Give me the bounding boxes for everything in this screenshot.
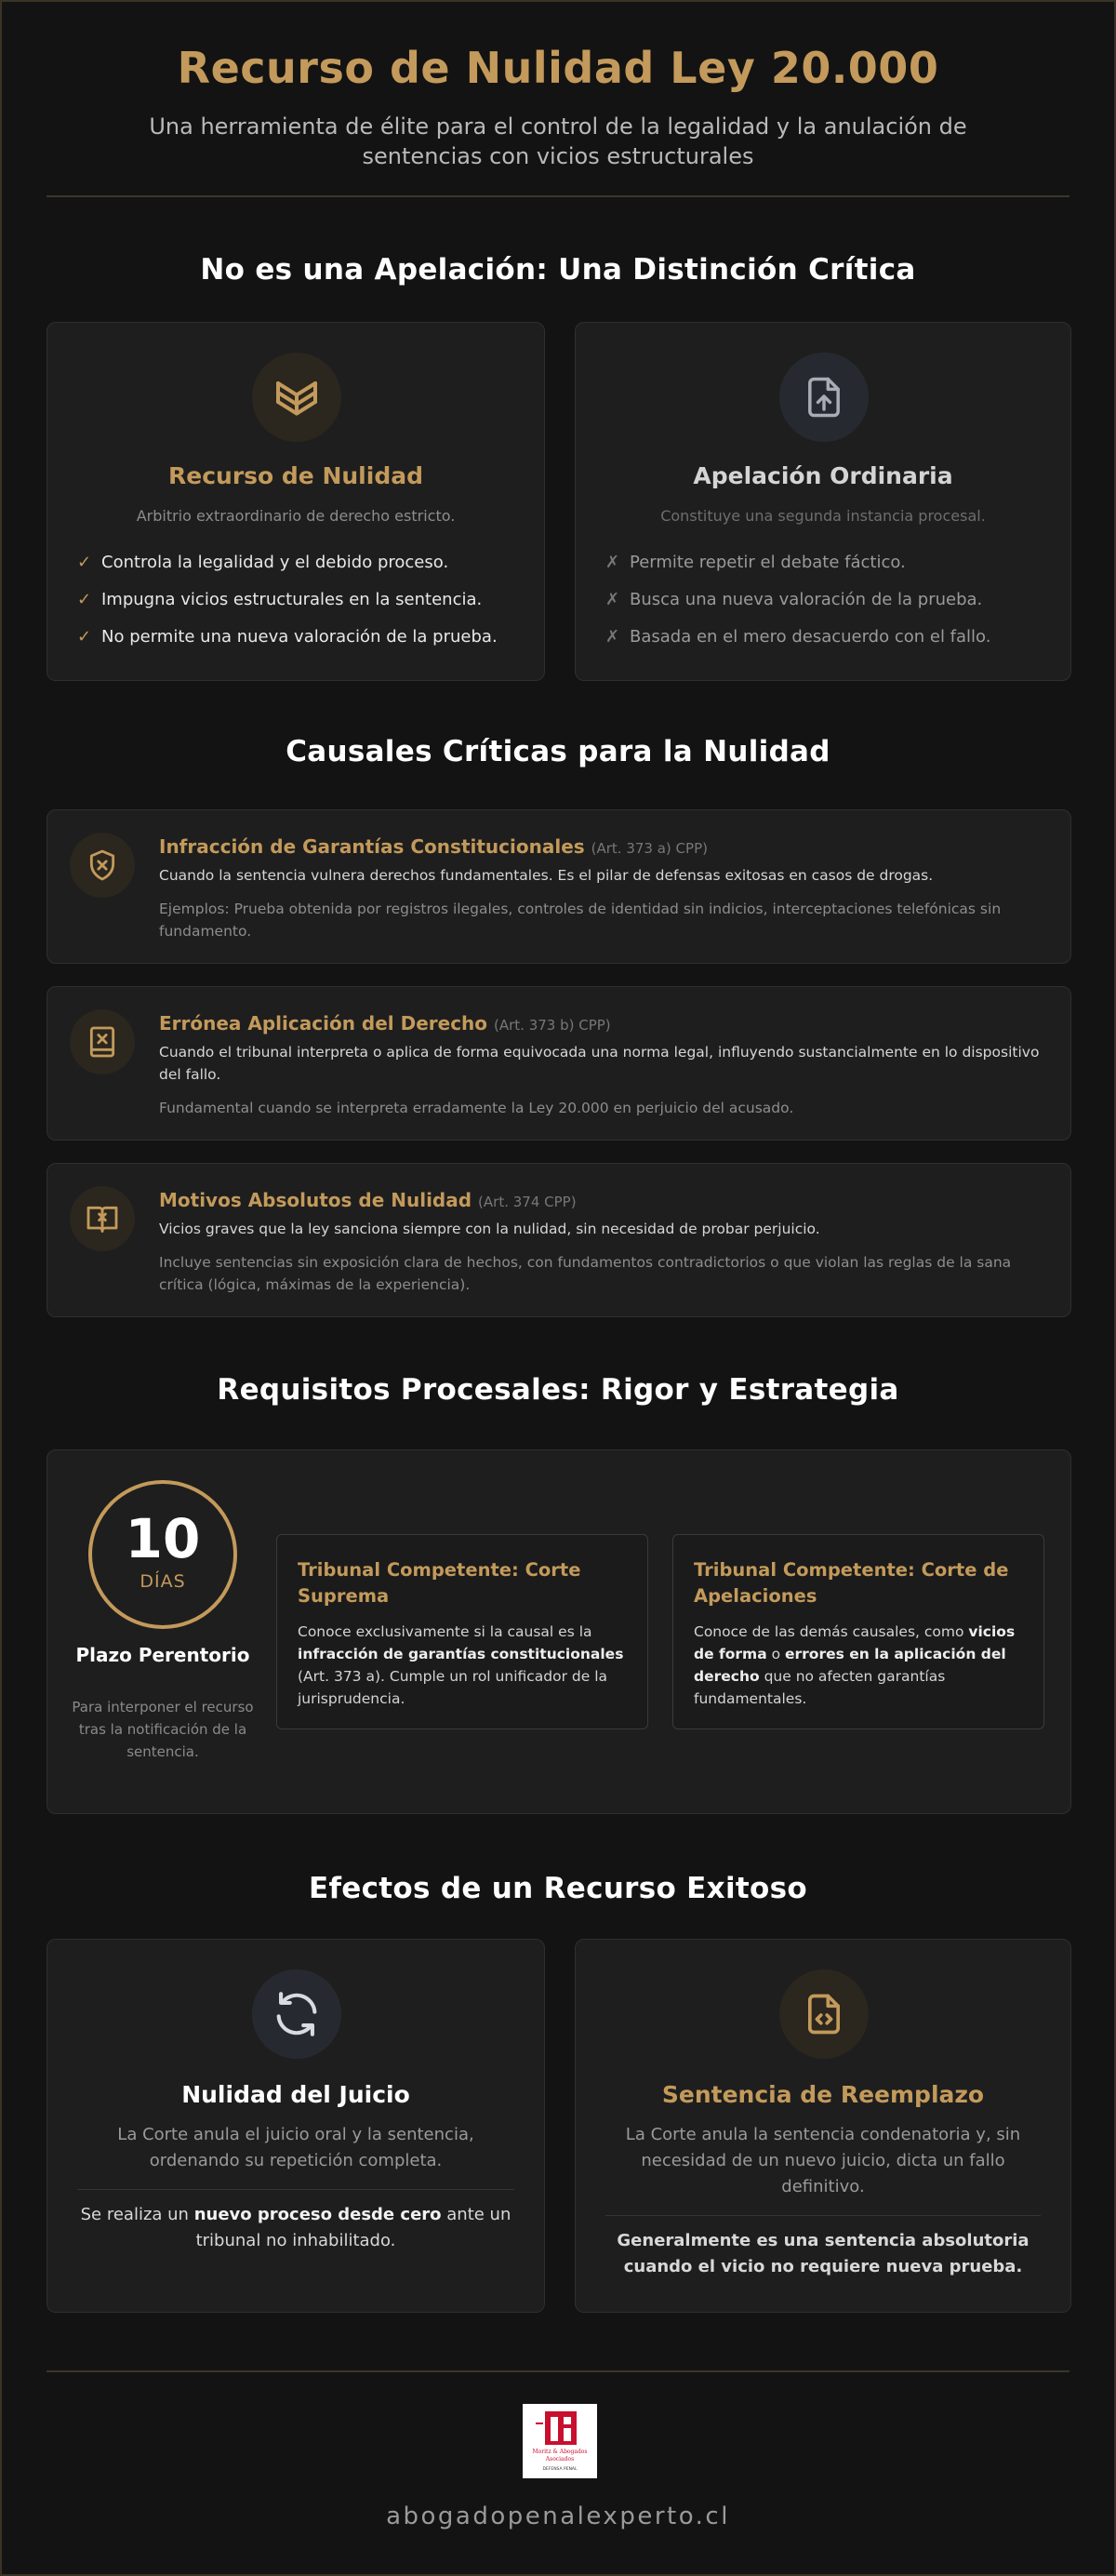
causal-example: Fundamental cuando se interpreta erradamente la Ley 20.000 en perjuicio del acusado. <box>159 1100 794 1116</box>
causal-description: Vicios graves que la ley sanciona siempre con la nulidad, sin necesidad de probar perjuicio. <box>159 1221 820 1237</box>
effect-title: Nulidad del Juicio <box>181 2081 410 2108</box>
tribunal-apelaciones-card <box>672 1534 1044 1729</box>
list-item: ✓ Controla la legalidad y el debido proceso. <box>77 552 498 589</box>
list-item: ✗ Permite repetir el debate fáctico. <box>605 552 990 589</box>
check-icon: ✓ <box>77 553 92 572</box>
causal-example: Ejemplos: Prueba obtenida por registros ilegales, controles de identidad sin indicios, interceptaciones telefónicas sin fundamento. <box>159 901 1002 940</box>
plazo-title: Plazo Perentorio <box>75 1644 250 1666</box>
firm-logo <box>523 2404 597 2478</box>
cross-icon: ✗ <box>605 553 620 572</box>
causal-example: Incluye sentencias sin exposición clara de hechos, con fundamentos contradictorios o que violan las reglas de la sana crítica (lógica, máximas de la experiencia). <box>159 1254 1012 1293</box>
effect-title: Sentencia de Reemplazo <box>661 2081 985 2108</box>
causal-title: Errónea Aplicación del Derecho (Art. 373 b) CPP) <box>159 1012 611 1034</box>
requisitos-title: Requisitos Procesales: Rigor y Estrategia <box>217 1373 899 1407</box>
days-number: 10 <box>125 1507 201 1570</box>
tribunal-description: Conoce de las demás causales, como vicios de forma o errores en la aplicación del derecho que no afecten garantías fundamentales. <box>694 1623 1016 1707</box>
effect-note: Generalmente es una sentencia absolutoria cuando el vicio no requiere nueva prueba. <box>617 2231 1030 2276</box>
causales-title: Causales Críticas para la Nulidad <box>286 735 830 768</box>
website-link[interactable]: abogadopenalexperto.cl <box>386 2503 730 2530</box>
sentencia-reemplazo-card <box>575 1939 1071 2313</box>
apelacion-list <box>605 552 990 663</box>
effect-divider <box>77 2189 514 2190</box>
causal-description: Cuando el tribunal interpreta o aplica de forma equivocada una norma legal, influyendo sustancialmente en lo dispositivo del fallo. <box>159 1044 1040 1083</box>
book-x-icon <box>70 1009 135 1074</box>
tribunal-title: Tribunal Competente: Corte Suprema <box>298 1559 581 1607</box>
requisitos-card <box>46 1449 1071 1814</box>
days-ring <box>88 1480 237 1629</box>
apelacion-title: Apelación Ordinaria <box>693 462 953 489</box>
logo-name: Moritz & Abogados Asociados <box>532 2449 588 2463</box>
page-title: Recurso de Nulidad Ley 20.000 <box>177 43 939 93</box>
footer-divider <box>46 2370 1070 2372</box>
logo-tag: DEFENSA PENAL <box>542 2467 578 2472</box>
effect-note: Se realiza un nuevo proceso desde cero ante un tribunal no inhabilitado. <box>80 2205 512 2250</box>
causal-title: Motivos Absolutos de Nulidad (Art. 374 CPP) <box>159 1189 577 1211</box>
page-subtitle: Una herramienta de élite para el control de la legalidad y la anulación de sentencias con vicios estructurales <box>149 113 967 169</box>
file-upload-icon <box>779 353 869 442</box>
effect-description: La Corte anula el juicio oral y la sentencia, ordenando su repetición completa. <box>117 2125 474 2170</box>
file-code-icon <box>779 1969 869 2059</box>
refresh-icon <box>252 1969 341 2059</box>
distinction-title: No es una Apelación: Una Distinción Crítica <box>200 253 916 287</box>
cross-icon: ✗ <box>605 627 620 647</box>
causal-card <box>46 1163 1071 1317</box>
layers-chevron-icon <box>252 353 341 442</box>
list-item: ✓ Impugna vicios estructurales en la sentencia. <box>77 589 498 626</box>
book-open-x-icon <box>70 1186 135 1251</box>
efectos-title: Efectos de un Recurso Exitoso <box>309 1872 807 1905</box>
tribunal-suprema-card <box>276 1534 648 1729</box>
list-item: ✗ Basada en el mero desacuerdo con el fallo. <box>605 626 990 663</box>
check-icon: ✓ <box>77 627 92 647</box>
effect-description: La Corte anula la sentencia condenatoria y, sin necesidad de un nuevo juicio, dicta un fallo definitivo. <box>625 2125 1021 2196</box>
causal-description: Cuando la sentencia vulnera derechos fundamentales. Es el pilar de defensas exitosas en casos de drogas. <box>159 867 934 884</box>
tribunal-title: Tribunal Competente: Corte de Apelaciones <box>694 1559 1009 1607</box>
plazo-description: Para interponer el recurso tras la notificación de la sentencia. <box>72 1699 254 1760</box>
list-item: ✓ No permite una nueva valoración de la prueba. <box>77 626 498 663</box>
header-divider <box>46 195 1070 197</box>
apelacion-subtitle: Constituye una segunda instancia procesal. <box>660 507 986 525</box>
nulidad-juicio-card <box>46 1939 545 2313</box>
shield-x-icon <box>70 833 135 898</box>
nulidad-card <box>46 322 545 681</box>
list-item: ✗ Busca una nueva valoración de la prueba. <box>605 589 990 626</box>
nulidad-title: Recurso de Nulidad <box>168 462 423 489</box>
cross-icon: ✗ <box>605 590 620 609</box>
tribunal-description: Conoce exclusivamente si la causal es la infracción de garantías constitucionales (Art. 373 a). Cumple un rol unificador de la jurisprudencia. <box>298 1623 624 1707</box>
nulidad-subtitle: Arbitrio extraordinario de derecho estricto. <box>136 507 456 525</box>
apelacion-card <box>575 322 1071 681</box>
causal-card <box>46 809 1071 964</box>
causal-card <box>46 986 1071 1141</box>
nulidad-list <box>77 552 498 663</box>
check-icon: ✓ <box>77 590 92 609</box>
header <box>2 2 1114 171</box>
causal-title: Infracción de Garantías Constitucionales (Art. 373 a) CPP) <box>159 835 708 858</box>
days-label: DÍAS <box>140 1571 186 1592</box>
effect-divider <box>605 2215 1041 2216</box>
